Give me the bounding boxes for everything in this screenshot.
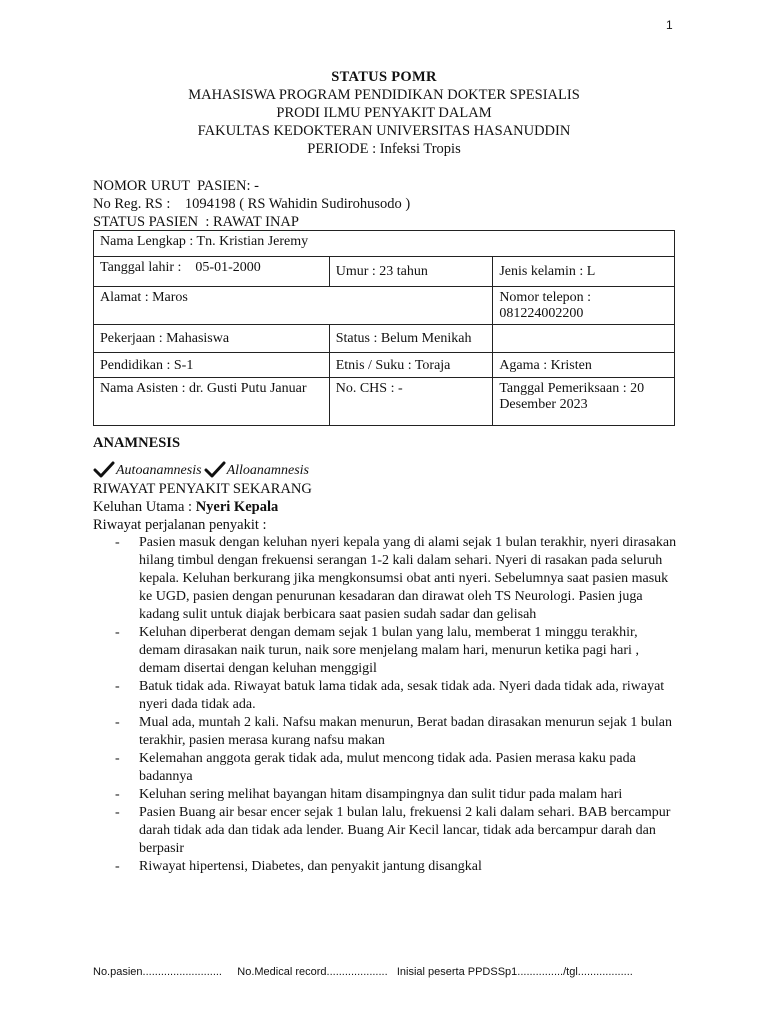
cell-alamat: Alamat : Maros <box>94 287 493 325</box>
list-item: - Pasien masuk dengan keluhan nyeri kepala yang di alami sejak 1 bulan terakhir, nyeri dirasakan hilang timbul dengan frekuensi serangan 1-2 kali dalam sehari. Nyeri di rasakan pada seluruh kepala. Keluhan berkurang jika mengkonsumsi obat anti nyeri. Sebelumnya saat pasien masuk ke UGD, pasien dengan penurunan kesadaran dan dirawat oleh TS Neurologi. Pasien juga kadang sulit untuk diajak berbicara saat pasien sudah sadar dan gelisah <box>115 535 677 622</box>
keluhan-utama-label: Keluhan Utama : <box>93 499 196 515</box>
anamnesis-type-row <box>93 456 693 480</box>
cell-no-chs: No. CHS : - <box>329 378 493 426</box>
cell-nomor-telepon: Nomor telepon : 081224002200 <box>493 287 675 325</box>
history-list <box>93 534 693 876</box>
autoanamnesis-label: Autoanamnesis <box>116 463 202 478</box>
list-item: - Kelemahan anggota gerak tidak ada, mulut mencong tidak ada. Pasien merasa kaku pada badannya <box>115 751 636 784</box>
riwayat-perjalanan-label: Riwayat perjalanan penyakit : <box>93 517 267 533</box>
cell-status-nikah: Status : Belum Menikah <box>329 325 493 353</box>
document-title: STATUS POMR <box>331 69 437 85</box>
cell-empty <box>493 325 675 353</box>
list-item: - Riwayat hipertensi, Diabetes, dan penyakit jantung disangkal <box>115 859 482 874</box>
cell-umur: Umur : 23 tahun <box>329 257 493 287</box>
cell-tanggal-pemeriksaan: Tanggal Pemeriksaan : 20 Desember 2023 <box>493 378 675 426</box>
cell-agama: Agama : Kristen <box>493 353 675 378</box>
cell-nama-lengkap: Nama Lengkap : Tn. Kristian Jeremy <box>94 231 675 257</box>
cell-nama-asisten: Nama Asisten : dr. Gusti Putu Januar <box>94 378 330 426</box>
page-number: 1 <box>666 18 673 32</box>
keluhan-utama-value: Nyeri Kepala <box>195 499 279 515</box>
cell-pekerjaan: Pekerjaan : Mahasiswa <box>94 325 330 353</box>
list-item: - Keluhan sering melihat bayangan hitam disampingnya dan sulit tidur pada malam hari <box>115 787 623 802</box>
list-item: - Mual ada, muntah 2 kali. Nafsu makan menurun, Berat badan dirasakan menurun sejak 1 bulan terakhir, pasien merasa kurang nafsu makan <box>115 715 673 748</box>
header-line-program: MAHASISWA PROGRAM PENDIDIKAN DOKTER SPESIALIS <box>188 87 580 103</box>
cell-pendidikan: Pendidikan : S-1 <box>94 353 330 378</box>
checkmark-icon <box>93 460 115 480</box>
keluhan-utama <box>93 498 693 516</box>
header-line-faculty: FAKULTAS KEDOKTERAN UNIVERSITAS HASANUDDIN <box>197 123 571 139</box>
patient-identity-table <box>93 230 675 426</box>
patient-meta <box>93 177 410 231</box>
riwayat-penyakit-sekarang: RIWAYAT PENYAKIT SEKARANG <box>93 481 312 497</box>
cell-tanggal-lahir: Tanggal lahir : 05-01-2000 <box>94 257 330 287</box>
checkmark-icon <box>204 460 226 480</box>
list-item: - Pasien Buang air besar encer sejak 1 bulan lalu, frekuensi 2 kali dalam sehari. BAB bercampur darah tidak ada dan tidak ada lender. Buang Air Kecil lancar, tidak ada bercampur darah dan berpasir <box>115 805 671 856</box>
alloanamnesis-label: Alloanamnesis <box>226 463 310 478</box>
cell-jenis-kelamin: Jenis kelamin : L <box>493 257 675 287</box>
header-line-period: PERIODE : Infeksi Tropis <box>307 141 461 157</box>
status-pasien: STATUS PASIEN : RAWAT INAP <box>93 214 299 230</box>
anamnesis-section <box>93 434 693 876</box>
page-footer: No.pasien.......................... No.Medical record.................... Inisial peserta PPDSSp1.............../tgl.................. <box>93 966 633 978</box>
anamnesis-heading: ANAMNESIS <box>93 435 181 451</box>
cell-etnis: Etnis / Suku : Toraja <box>329 353 493 378</box>
document-header <box>0 68 768 158</box>
no-reg-rs: No Reg. RS : 1094198 ( RS Wahidin Sudirohusodo ) <box>93 196 411 212</box>
nomor-urut-pasien: NOMOR URUT PASIEN: - <box>93 178 259 194</box>
list-item: - Keluhan diperberat dengan demam sejak 1 bulan yang lalu, memberat 1 minggu terakhir, demam dirasakan naik turun, naik sore menjelang malam hari, menurun ketika pagi hari , demam disertai dengan keluhan menggigil <box>115 625 639 676</box>
list-item: - Batuk tidak ada. Riwayat batuk lama tidak ada, sesak tidak ada. Nyeri dada tidak ada, riwayat nyeri dada tidak ada. <box>115 679 665 712</box>
header-line-prodi: PRODI ILMU PENYAKIT DALAM <box>276 105 492 121</box>
